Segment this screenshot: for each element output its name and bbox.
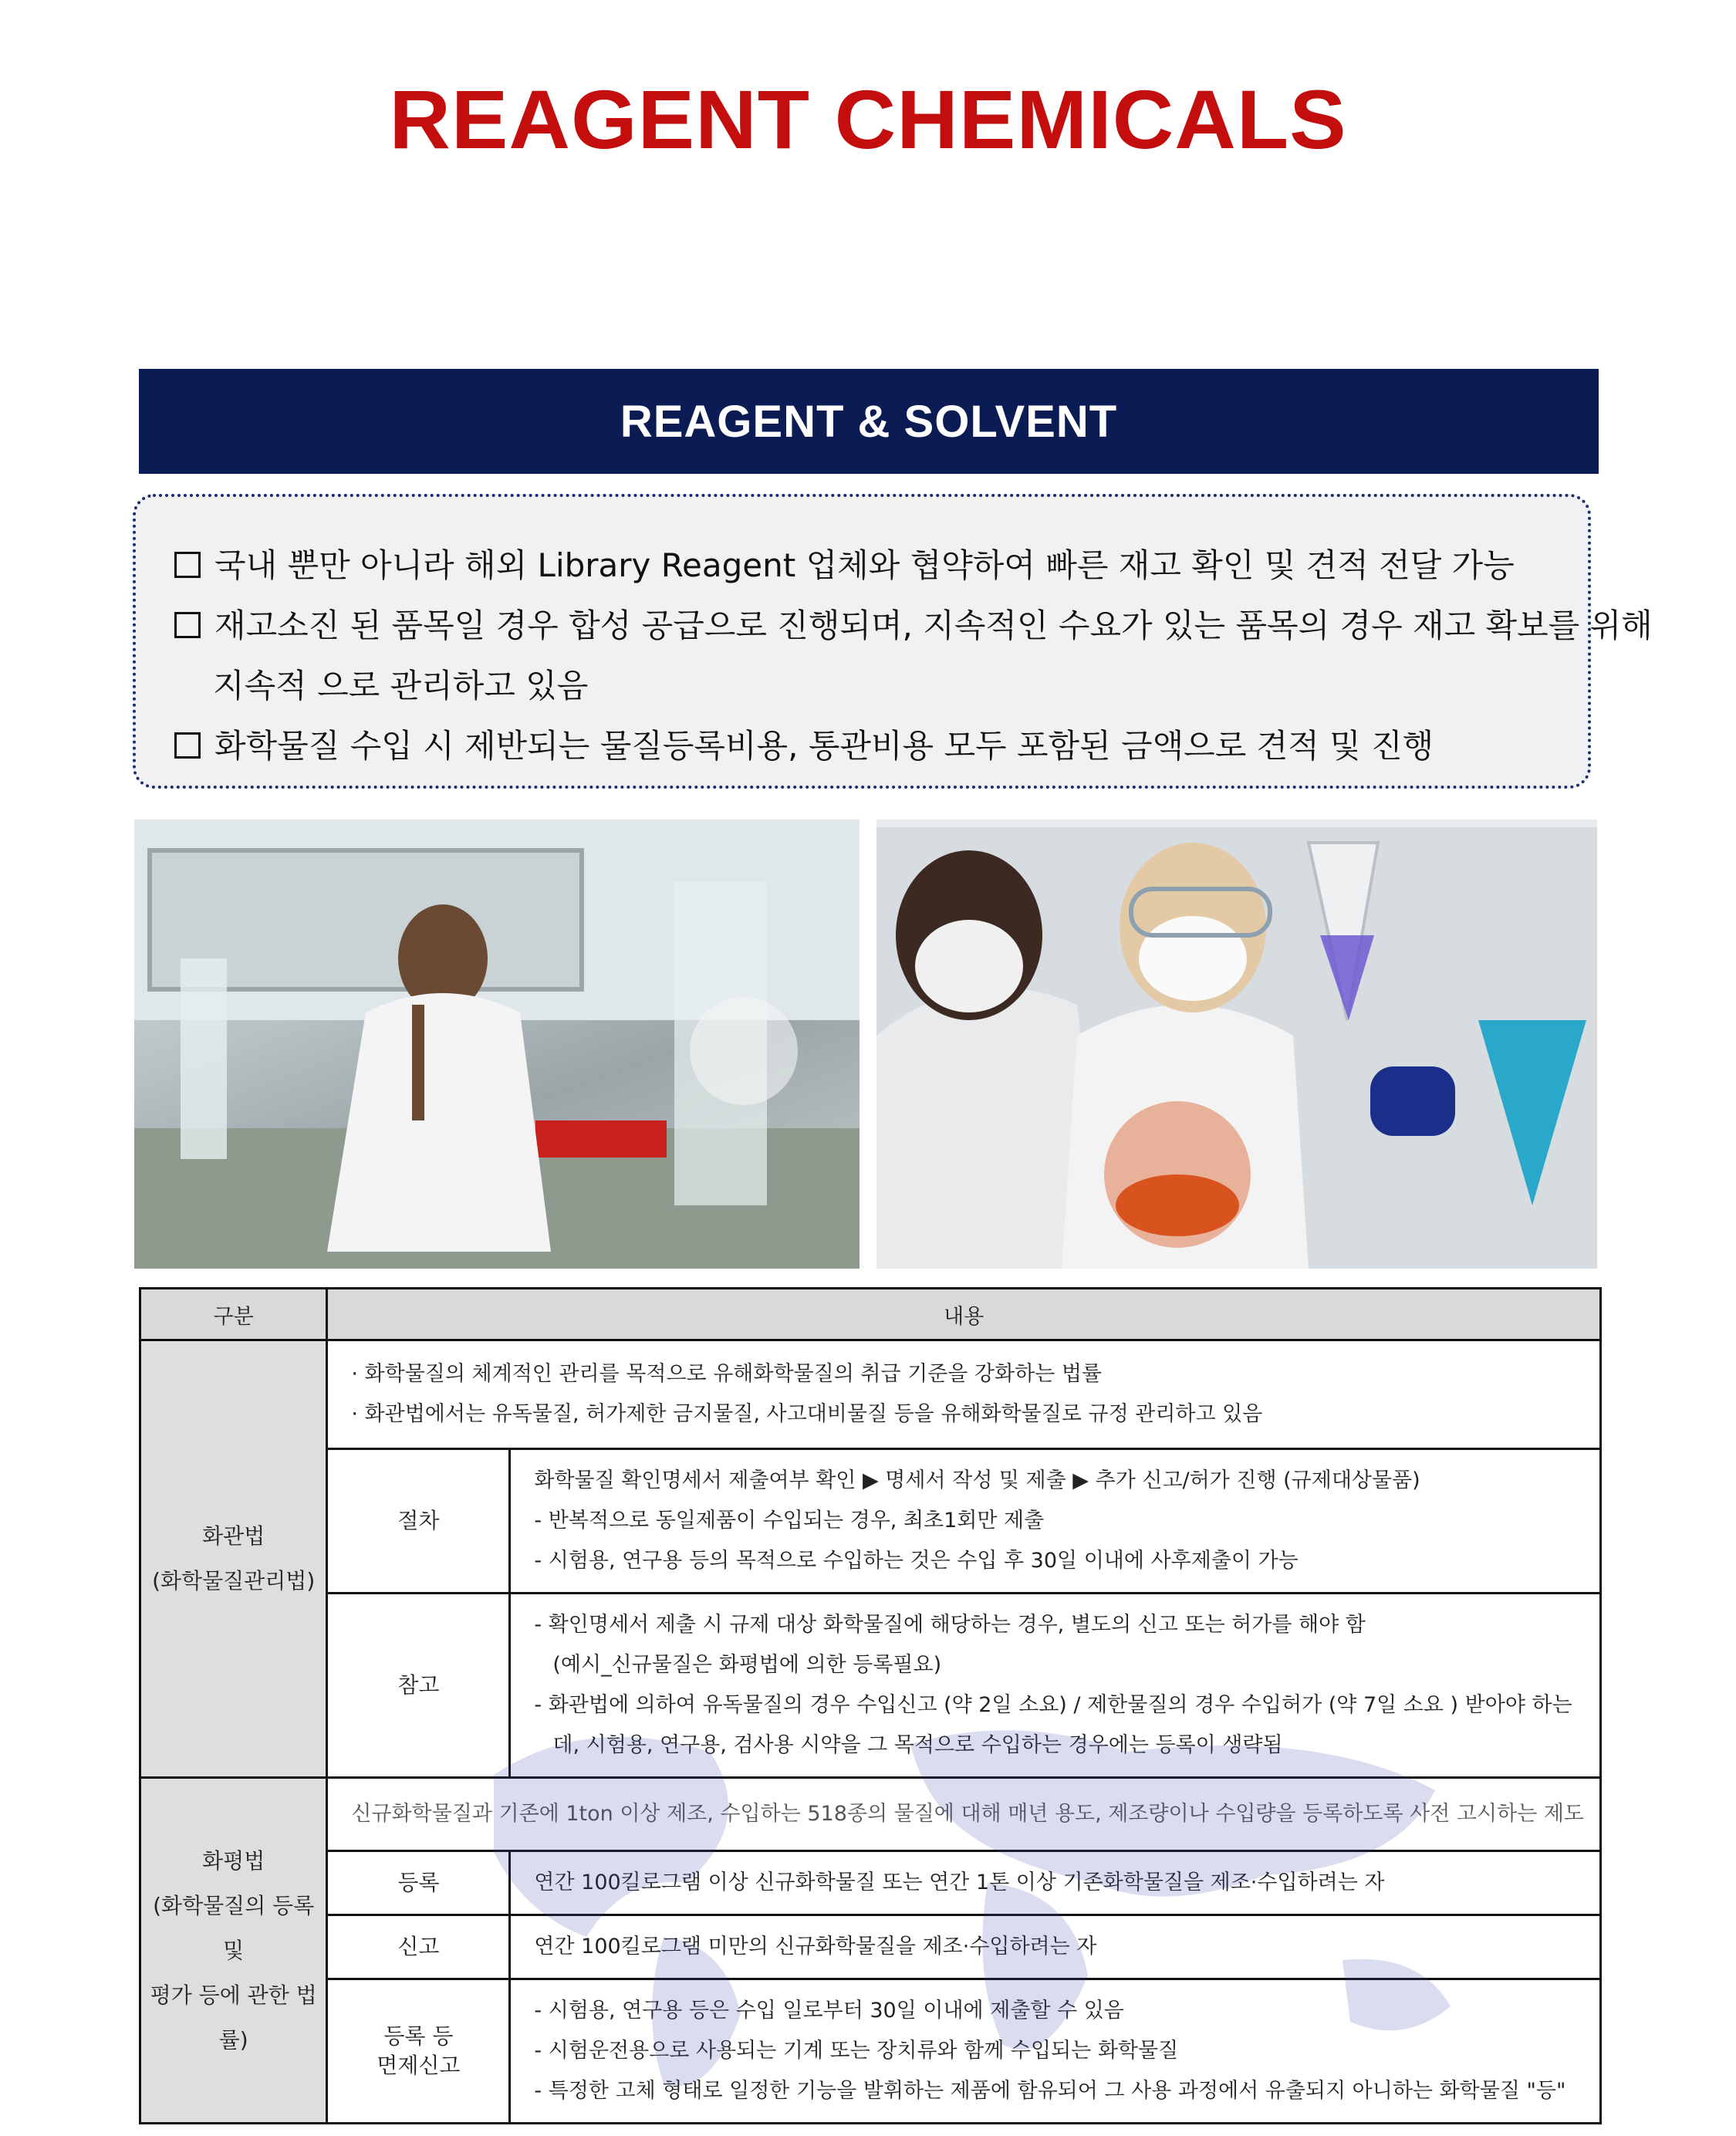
- law-summary-cell: · 화학물질의 체계적인 관리를 목적으로 유해화학물질의 취급 기준을 강화하는 법률 · 화관법에서는 유독물질, 허가제한 금지물질, 사고대비물질 등을 유해화학물질로 규정 관리하고 있음: [327, 1340, 1601, 1449]
- notice-item-continued: 지속적 으로 관리하고 있음: [213, 667, 589, 705]
- law-summary-cell: 신규화학물질과 기존에 1ton 이상 제조, 수입하는 518종의 물질에 대해 매년 용도, 제조량이나 수입량을 등록하도록 사전 고시하는 제도: [327, 1778, 1601, 1851]
- reference-cell: - 확인명세서 제출 시 규제 대상 화학물질에 해당하는 경우, 별도의 신고 또는 허가를 해야 함 (예시_신규물질은 화평법에 의한 등록필요) - 화관법에 의하여 유독물질의 경우 수입신고 (약 2일 소요) / 제한물질의 경우 수입허가 (약 7일 소요 ) 받아야 하는 데, 시험용, 연구용, 검사용 시약을 그 목적으로 수입하는 경우에는 등록이 생략됨: [510, 1594, 1601, 1778]
- notice-item: 화학물질 수입 시 제반되는 물질등록비용, 통관비용 모두 포함된 금액으로 견적 및 진행: [174, 721, 1434, 767]
- procedure-label: 절차: [327, 1449, 510, 1594]
- notice-box: [133, 494, 1653, 789]
- exempt-cell: - 시험용, 연구용 등은 수입 일로부터 30일 이내에 제출할 수 있음 - 시험운전용으로 사용되는 기계 또는 장치류와 함께 수입되는 화학물질 - 특정한 고체 형태로 일정한 기능을 발휘하는 제품에 함유되어 그 사용 과정에서 유출되지 아니하는 화학물질 "등": [510, 1979, 1601, 2124]
- regulation-table: [139, 1287, 1602, 2124]
- exempt-label: 등록 등 면제신고: [327, 1979, 510, 2124]
- register-cell: 연간 100킬로그램 이상 신규화학물질 또는 연간 1톤 이상 기존화학물질을 제조·수입하려는 자: [510, 1851, 1601, 1915]
- checkbox-square-icon: [174, 732, 201, 759]
- notice-item: 국내 뿐만 아니라 해외 Library Reagent 업체와 협약하여 빠른 재고 확인 및 견적 전달 가능: [174, 540, 1515, 586]
- section-banner-label: REAGENT & SOLVENT: [620, 396, 1118, 447]
- law-name-cell: 화관법 (화학물질관리법): [140, 1340, 327, 1778]
- report-label: 신고: [327, 1915, 510, 1979]
- header-category: 구분: [140, 1289, 327, 1340]
- page-title: REAGENT CHEMICALS: [389, 73, 1347, 166]
- lab-photo-researcher: [134, 820, 860, 1269]
- procedure-cell: 화학물질 확인명세서 제출여부 확인 ▶ 명세서 작성 및 제출 ▶ 추가 신고/허가 진행 (규제대상물품) - 반복적으로 동일제품이 수입되는 경우, 최초1회만 제출 - 시험용, 연구용 등의 목적으로 수입하는 것은 수입 후 30일 이내에 사후제출이 가능: [510, 1449, 1601, 1594]
- report-cell: 연간 100킬로그램 미만의 신규화학물질을 제조·수입하려는 자: [510, 1915, 1601, 1979]
- section-banner: [139, 369, 1599, 474]
- lab-photo-scientists: [876, 820, 1597, 1269]
- law-name-cell: 화평법 (화학물질의 등록 및 평가 등에 관한 법률): [140, 1778, 327, 2124]
- reference-label: 참고: [327, 1594, 510, 1778]
- register-label: 등록: [327, 1851, 510, 1915]
- notice-item: 재고소진 된 품목일 경우 합성 공급으로 진행되며, 지속적인 수요가 있는 품목의 경우 재고 확보를 위해: [174, 600, 1653, 647]
- checkbox-square-icon: [174, 612, 201, 638]
- checkbox-square-icon: [174, 552, 201, 578]
- header-content: 내용: [327, 1289, 1601, 1340]
